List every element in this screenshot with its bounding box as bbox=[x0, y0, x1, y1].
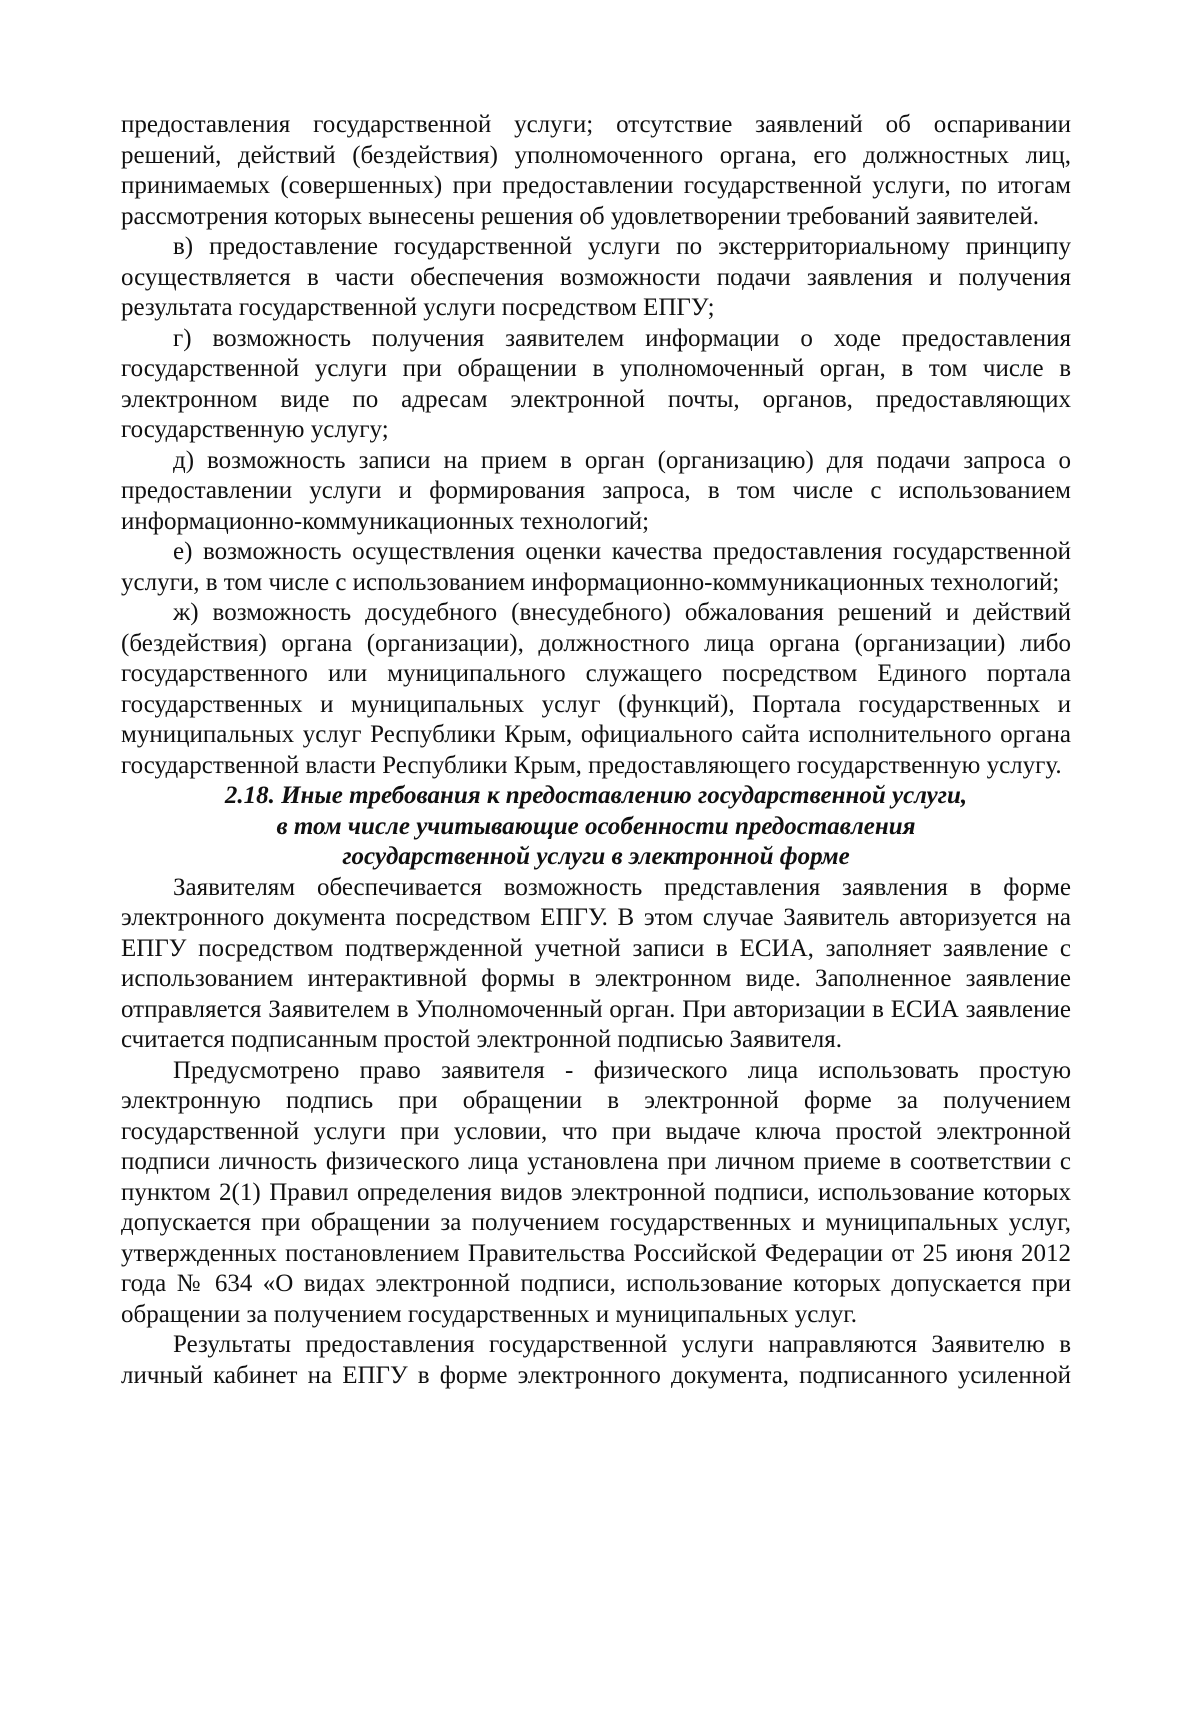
paragraph-item-d: д) возможность записи на прием в орган (организацию) для подачи запроса о предоставлении услуги и формирования запроса, в том числе с использованием информационно-коммуникационных технологий; bbox=[121, 446, 1071, 535]
paragraph-simple-signature: Предусмотрено право заявителя - физического лица использовать простую электронную подпись при обращении в электронной форме за получением государственной услуги при условии, что при выдаче ключа простой электронной подписи личность физического лица установлена при личном приеме в соответствии с пунктом 2(1) Правил определения видов электронной подписи, использование которых допускается при обращении за получением государственных и муниципальных услуг, утвержденных постановлением Правительства Российской Федерации от 25 июня 2012 года № 634 «О видах электронной подписи, использование которых допускается при обращении за получением государственных и муниципальных услуг. bbox=[121, 1056, 1071, 1328]
paragraph-continuation: предоставления государственной услуги; отсутствие заявлений об оспаривании решений, действий (бездействия) уполномоченного органа, его должностных лиц, принимаемых (совершенных) при предоставлении государственной услуги, по итогам рассмотрения которых вынесены решения об удовлетворении требований заявителей. bbox=[121, 111, 1071, 230]
section-heading-line-3: государственной услуги в электронной форме bbox=[342, 843, 850, 870]
paragraph-item-e: е) возможность осуществления оценки качества предоставления государственной услуги, в том числе с использованием информационно-коммуникационных технологий; bbox=[121, 538, 1071, 596]
paragraph-item-v: в) предоставление государственной услуги по экстерриториальному принципу осуществляется в части обеспечения возможности подачи заявления и получения результата государственной услуги посредством ЕПГУ; bbox=[121, 233, 1071, 321]
section-heading bbox=[121, 781, 1071, 873]
paragraph-item-g: г) возможность получения заявителем информации о ходе предоставления государственной услуги при обращении в уполномоченный орган, в том числе в электронном виде по адресам электронной почты, органов, предоставляющих государственную услугу; bbox=[121, 324, 1071, 443]
paragraph-results: Результаты предоставления государственной услуги направляются Заявителю в личный кабинет на ЕПГУ в форме электронного документа, подписанного усиленной bbox=[121, 1331, 1071, 1389]
section-heading-line-1: 2.18. Иные требования к предоставлению государственной услуги, bbox=[224, 782, 968, 809]
paragraph-item-zh: ж) возможность досудебного (внесудебного) обжалования решений и действий (бездействия) органа (организации), должностного лица органа (организации) либо государственного или муниципального служащего посредством Единого портала государственных и муниципальных услуг (функций), Портала государственных и муниципальных услуг Республики Крым, официального сайта исполнительного органа государственной власти Республики Крым, предоставляющего государственную услугу. bbox=[121, 599, 1071, 779]
section-heading-line-2: в том числе учитывающие особенности предоставления bbox=[276, 812, 916, 840]
document-body bbox=[121, 110, 1071, 1391]
paragraph-applicants: Заявителям обеспечивается возможность представления заявления в форме электронного документа посредством ЕПГУ. В этом случае Заявитель авторизуется на ЕПГУ посредством подтвержденной учетной записи в ЕСИА, заполняет заявление с использованием интерактивной формы в электронном виде. Заполненное заявление отправляется Заявителем в Уполномоченный орган. При авторизации в ЕСИА заявление считается подписанным простой электронной подписью Заявителя. bbox=[121, 873, 1071, 1053]
